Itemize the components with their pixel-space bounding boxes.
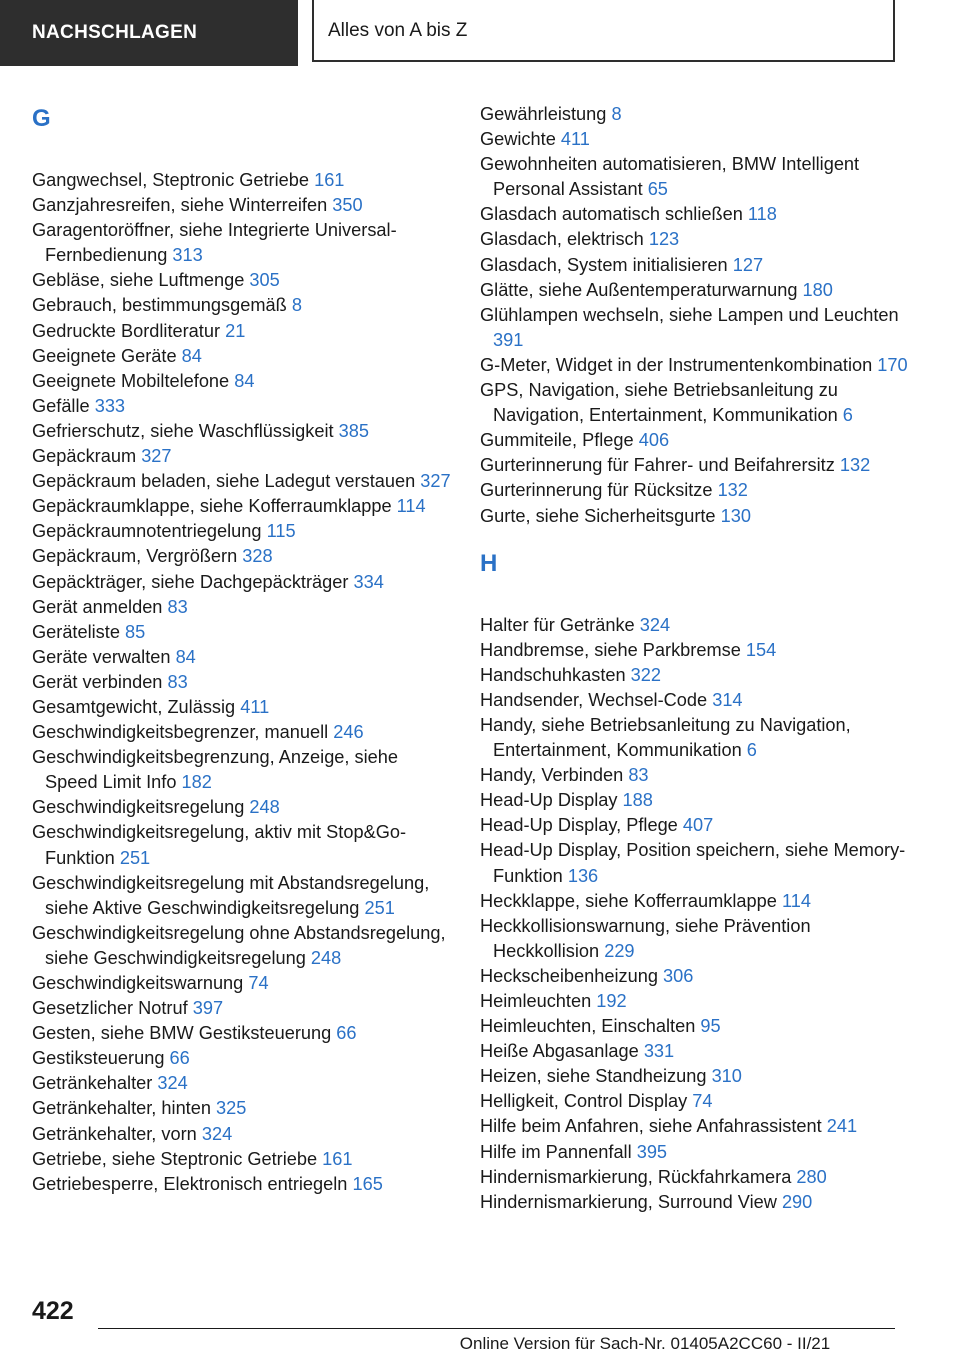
index-entry-term: Hilfe beim Anfahren, siehe Anfahrassistent — [480, 1116, 822, 1137]
index-entry — [480, 152, 910, 202]
index-entry — [480, 613, 910, 638]
index-entry — [32, 620, 452, 645]
page-link[interactable]: 411 — [560, 129, 590, 150]
page-link[interactable]: 246 — [333, 722, 364, 743]
index-entry — [480, 253, 910, 278]
index-entry-term: Gummiteile, Pflege — [480, 430, 634, 451]
index-entry — [32, 996, 452, 1021]
index-entry — [32, 394, 452, 419]
page-link[interactable]: 8 — [291, 295, 302, 316]
index-entry — [480, 1064, 910, 1089]
index-entry — [32, 444, 452, 469]
index-entry-term: Geschwindigkeitsregelung mit Abstandsregelung, siehe Aktive Geschwindigkeitsregelung — [32, 872, 430, 918]
index-entry — [480, 1114, 910, 1139]
index-entry-term: Head-Up Display — [480, 790, 618, 811]
index-entry — [480, 102, 910, 127]
page-header — [0, 0, 960, 66]
page-link[interactable]: 324 — [639, 614, 671, 635]
index-entry — [480, 914, 910, 964]
index-entry — [32, 469, 452, 494]
index-entry — [480, 889, 910, 914]
index-entry — [32, 1122, 452, 1147]
footer-text — [0, 1334, 960, 1354]
page-link[interactable]: 132 — [839, 455, 871, 476]
page-link[interactable]: 83 — [167, 596, 188, 617]
index-entry-term: Gewichte — [480, 129, 556, 150]
page-link[interactable]: 161 — [322, 1148, 353, 1169]
page-link[interactable]: 251 — [119, 847, 151, 868]
index-entry — [32, 419, 452, 444]
index-entry — [32, 319, 452, 344]
index-entry-term: Geräteliste — [32, 621, 120, 642]
page-link[interactable]: 65 — [647, 179, 668, 200]
page-link[interactable]: 328 — [242, 546, 273, 567]
page-link[interactable]: 411 — [240, 696, 270, 717]
index-entry-term: Gesetzlicher Notruf — [32, 998, 188, 1019]
index-entry — [480, 1140, 910, 1165]
index-entry-term: Heckklappe, siehe Kofferraumklappe — [480, 890, 777, 911]
page-link[interactable]: 324 — [157, 1073, 188, 1094]
index-entry-term: Gewohnheiten automatisieren, BMW Intelligent Personal Assistant — [480, 154, 860, 200]
index-entry-term: Hindernismarkierung, Surround View — [480, 1191, 777, 1212]
page-link[interactable]: 66 — [336, 1023, 357, 1044]
index-entry — [32, 168, 452, 193]
page-link[interactable]: 8 — [611, 104, 622, 124]
index-entry-term: Heckscheibenheizung — [480, 965, 658, 986]
index-entry — [480, 1089, 910, 1114]
index-entry — [32, 745, 452, 795]
index-entry-term: Gefälle — [32, 395, 90, 416]
index-list-g — [32, 168, 452, 1197]
index-entry — [32, 695, 452, 720]
index-entry-term: Getränkehalter — [32, 1073, 153, 1094]
page-link[interactable]: 327 — [420, 471, 451, 492]
index-entry-term: Getriebe, siehe Steptronic Getriebe — [32, 1148, 318, 1169]
index-entry — [480, 813, 910, 838]
page-link[interactable]: 192 — [596, 991, 627, 1011]
index-entry — [480, 638, 910, 663]
index-entry-term: Handbremse, siehe Parkbremse — [480, 639, 741, 660]
index-entry — [32, 1096, 452, 1121]
index-entry — [32, 344, 452, 369]
index-entry-term: Hilfe im Pannenfall — [480, 1141, 632, 1162]
index-entry-term: Getränkehalter, vorn — [32, 1123, 197, 1144]
index-entry-term: Heimleuchten, Einschalten — [480, 1016, 696, 1037]
index-entry-term: Gebläse, siehe Luftmenge — [32, 270, 245, 291]
page-link[interactable]: 114 — [396, 496, 426, 517]
index-entry — [480, 227, 910, 252]
index-entry-term: Gestiksteuerung — [32, 1048, 165, 1069]
index-column-left — [32, 102, 452, 1197]
page-link[interactable]: 182 — [181, 772, 212, 793]
index-entry — [480, 713, 910, 763]
index-entry — [32, 1147, 452, 1172]
page-link[interactable]: 127 — [732, 254, 764, 275]
index-entry — [32, 871, 452, 921]
page-link[interactable]: 6 — [746, 740, 757, 761]
page-link[interactable]: 6 — [842, 405, 853, 426]
index-entry-term: Gepäckraumklappe, siehe Kofferraumklappe — [32, 496, 392, 517]
index-entry-term: Heimleuchten — [480, 991, 592, 1011]
page-link[interactable]: 83 — [167, 671, 188, 692]
index-entry — [32, 1021, 452, 1046]
page-link[interactable]: 154 — [745, 639, 777, 660]
index-entry — [480, 964, 910, 989]
index-entry-term: Geeignete Geräte — [32, 345, 177, 366]
index-entry-term: Gerät verbinden — [32, 671, 163, 692]
index-entry — [480, 278, 910, 303]
index-entry-term: Head-Up Display, Pflege — [480, 815, 678, 836]
index-column-right — [480, 102, 910, 1215]
page-link[interactable]: 290 — [781, 1191, 813, 1212]
index-entry — [32, 519, 452, 544]
page-link[interactable]: 85 — [125, 621, 146, 642]
page-link[interactable]: 406 — [638, 430, 670, 451]
index-entry-term: Gurterinnerung für Fahrer- und Beifahrersitz — [480, 455, 835, 476]
index-entry-term: Heiße Abgasanlage — [480, 1041, 639, 1062]
index-entry-term: Gepäckraum, Vergrößern — [32, 546, 238, 567]
index-entry-term: Gepäckraumnotentriegelung — [32, 521, 262, 542]
index-entry-term: Geschwindigkeitsbegrenzer, manuell — [32, 722, 329, 743]
page-link[interactable]: 118 — [747, 204, 777, 225]
index-entry-term: Geräte verwalten — [32, 646, 171, 667]
index-entry — [32, 193, 452, 218]
index-entry — [32, 820, 452, 870]
index-entry-term: Garagentoröffner, siehe Integrierte Universal-Fernbedienung — [32, 220, 397, 266]
page-link[interactable]: 350 — [332, 195, 363, 216]
index-entry-term: Geschwindigkeitswarnung — [32, 973, 244, 993]
page-link[interactable]: 251 — [364, 897, 395, 918]
page-link[interactable]: 161 — [314, 170, 345, 190]
index-entry — [32, 1172, 452, 1197]
index-entry-term: Geeignete Mobiltelefone — [32, 370, 230, 391]
index-entry-term: Geschwindigkeitsregelung, aktiv mit Stop&Go-Funktion — [32, 822, 407, 868]
page-link[interactable]: 385 — [338, 420, 369, 441]
index-entry-term: Heizen, siehe Standheizung — [480, 1066, 707, 1087]
page-link[interactable]: 313 — [172, 245, 203, 266]
page-link[interactable]: 333 — [94, 395, 126, 416]
page-link[interactable]: 74 — [692, 1091, 713, 1112]
index-entry — [480, 428, 910, 453]
page-link[interactable]: 407 — [682, 815, 714, 836]
index-entry-term: Gepäckraum — [32, 446, 137, 467]
page-link[interactable]: 21 — [225, 320, 246, 341]
index-entry-term: Getränkehalter, hinten — [32, 1098, 211, 1119]
page-link[interactable]: 391 — [493, 329, 524, 350]
page-link[interactable]: 325 — [216, 1098, 247, 1119]
index-entry-term: Halter für Getränke — [480, 614, 635, 635]
page-link[interactable]: 322 — [630, 664, 662, 685]
page-link[interactable]: 248 — [249, 797, 280, 818]
index-entry-term: Glätte, siehe Außentemperaturwarnung — [480, 279, 798, 300]
page-link[interactable]: 180 — [802, 279, 833, 300]
index-entry — [480, 663, 910, 688]
index-entry — [480, 688, 910, 713]
index-entry — [480, 763, 910, 788]
index-entry — [32, 494, 452, 519]
index-entry-term: Gebrauch, bestimmungsgemäß — [32, 295, 287, 316]
index-entry — [32, 921, 452, 971]
index-entry-term: Helligkeit, Control Display — [480, 1091, 688, 1112]
index-letter-h: H — [480, 549, 498, 577]
index-entry — [480, 303, 910, 353]
index-entry-term: Hindernismarkierung, Rückfahrkamera — [480, 1166, 792, 1187]
index-entry-term: Glasdach, System initialisieren — [480, 254, 728, 275]
page-link[interactable]: 114 — [781, 890, 811, 911]
index-entry-term: Heckkollisionswarnung, siehe Prävention Heckkollision — [480, 915, 811, 961]
index-entry — [480, 788, 910, 813]
index-entry-term: Head-Up Display, Position speichern, siehe Memory-Funktion — [480, 840, 906, 886]
index-entry — [32, 971, 452, 996]
page-number: 422 — [32, 1297, 74, 1325]
index-entry — [32, 720, 452, 745]
index-entry — [480, 378, 910, 428]
index-entry-term: Geschwindigkeitsregelung — [32, 797, 245, 818]
index-entry-term: Glasdach, elektrisch — [480, 229, 644, 250]
index-entry — [480, 1165, 910, 1190]
page-link[interactable]: 280 — [796, 1166, 827, 1187]
index-entry — [32, 268, 452, 293]
index-entry-term: Glühlampen wechseln, siehe Lampen und Leuchten — [480, 304, 899, 325]
index-entry — [32, 293, 452, 318]
index-entry-term: Handsender, Wechsel-Code — [480, 689, 708, 710]
index-entry — [480, 838, 910, 888]
index-entry — [480, 202, 910, 227]
page-link[interactable]: 165 — [352, 1173, 383, 1194]
page-link[interactable]: 334 — [353, 571, 384, 592]
index-entry-term: Gepäckraum beladen, siehe Ladegut verstauen — [32, 471, 416, 492]
index-entry-term: Gangwechsel, Steptronic Getriebe — [32, 170, 310, 190]
index-entry-term: Handy, siehe Betriebsanleitung zu Navigation, Entertainment, Kommunikation — [480, 714, 851, 761]
index-entry — [480, 478, 910, 503]
footer-label: Online Version für Sach-Nr. 01405A2CC60 - II/21 — [459, 1334, 831, 1353]
index-entry — [480, 127, 910, 152]
page-link[interactable]: 327 — [141, 446, 172, 467]
index-entry-term: Gurte, siehe Sicherheitsgurte — [480, 505, 716, 526]
page-link[interactable]: 84 — [234, 370, 255, 391]
index-entry — [32, 795, 452, 820]
index-entry — [32, 544, 452, 569]
index-entry-term: Gewährleistung — [480, 104, 607, 124]
index-entry — [32, 645, 452, 670]
index-entry-term: GPS, Navigation, siehe Betriebsanleitung zu Navigation, Entertainment, Kommunikation — [480, 380, 838, 426]
index-letter-g: G — [32, 105, 51, 132]
page-link[interactable]: 74 — [248, 973, 269, 993]
index-entry-term: Getriebesperre, Elektronisch entriegeln — [32, 1173, 348, 1194]
index-entry — [32, 1071, 452, 1096]
index-entry — [480, 453, 910, 478]
index-list-h — [480, 613, 910, 1215]
index-entry — [480, 1014, 910, 1039]
index-list-g-continued — [480, 102, 910, 529]
index-entry — [32, 570, 452, 595]
index-entry — [480, 989, 910, 1014]
page-link[interactable]: 229 — [604, 940, 635, 961]
page-link[interactable]: 324 — [201, 1123, 233, 1144]
index-entry — [480, 1190, 910, 1215]
page-link[interactable]: 115 — [266, 521, 296, 542]
page-link[interactable]: 241 — [826, 1116, 858, 1137]
page-link[interactable]: 130 — [720, 505, 751, 526]
page-link[interactable]: 310 — [711, 1066, 742, 1087]
page-link[interactable]: 306 — [663, 965, 694, 986]
page-link[interactable]: 170 — [877, 354, 908, 375]
page-link[interactable]: 136 — [567, 865, 599, 886]
index-entry — [32, 369, 452, 394]
page-link[interactable]: 66 — [169, 1048, 190, 1069]
index-entry-term: Handschuhkasten — [480, 664, 626, 685]
index-entry-term: Gedruckte Bordliteratur — [32, 320, 221, 341]
index-entry-term: Glasdach automatisch schließen — [480, 204, 743, 225]
index-entry-term: Gefrierschutz, siehe Waschflüssigkeit — [32, 420, 334, 441]
index-entry-term: Ganzjahresreifen, siehe Winterreifen — [32, 195, 328, 216]
index-entry — [32, 1046, 452, 1071]
index-entry — [32, 595, 452, 620]
index-entry — [480, 353, 910, 378]
section-tab: NACHSCHLAGEN — [0, 0, 298, 66]
index-entry-term: Handy, Verbinden — [480, 765, 624, 786]
page-link[interactable]: 83 — [628, 765, 649, 786]
index-entry-term: Gurterinnerung für Rücksitze — [480, 480, 713, 501]
page-link[interactable]: 248 — [310, 947, 342, 968]
index-entry-term: Gerät anmelden — [32, 596, 163, 617]
chapter-title: Alles von A bis Z — [312, 0, 895, 62]
page-link[interactable]: 331 — [643, 1041, 675, 1062]
footer-rule — [98, 1328, 895, 1329]
page-link[interactable]: 84 — [175, 646, 196, 667]
index-entry-term: Gesten, siehe BMW Gestiksteuerung — [32, 1023, 332, 1044]
index-entry — [480, 504, 910, 529]
page-link[interactable]: 305 — [249, 270, 280, 291]
page-link[interactable]: 123 — [648, 229, 680, 250]
page-link[interactable]: 84 — [181, 345, 202, 366]
index-entry-term: Geschwindigkeitsregelung ohne Abstandsregelung, siehe Geschwindigkeitsregelung — [32, 922, 446, 968]
page-link[interactable]: 188 — [622, 790, 653, 811]
index-entry — [32, 670, 452, 695]
page-link[interactable]: 397 — [192, 998, 224, 1019]
index-entry-term: G-Meter, Widget in der Instrumentenkombination — [480, 354, 873, 375]
index-entry — [32, 218, 452, 268]
index-entry-term: Geschwindigkeitsbegrenzung, Anzeige, siehe Speed Limit Info — [32, 747, 399, 793]
index-entry-term: Gesamtgewicht, Zulässig — [32, 696, 236, 717]
index-entry — [480, 1039, 910, 1064]
page-link[interactable]: 314 — [712, 689, 743, 710]
page-link[interactable]: 132 — [717, 480, 748, 501]
page-link[interactable]: 395 — [636, 1141, 668, 1162]
page-link[interactable]: 95 — [700, 1016, 721, 1037]
index-entry-term: Gepäckträger, siehe Dachgepäckträger — [32, 571, 349, 592]
